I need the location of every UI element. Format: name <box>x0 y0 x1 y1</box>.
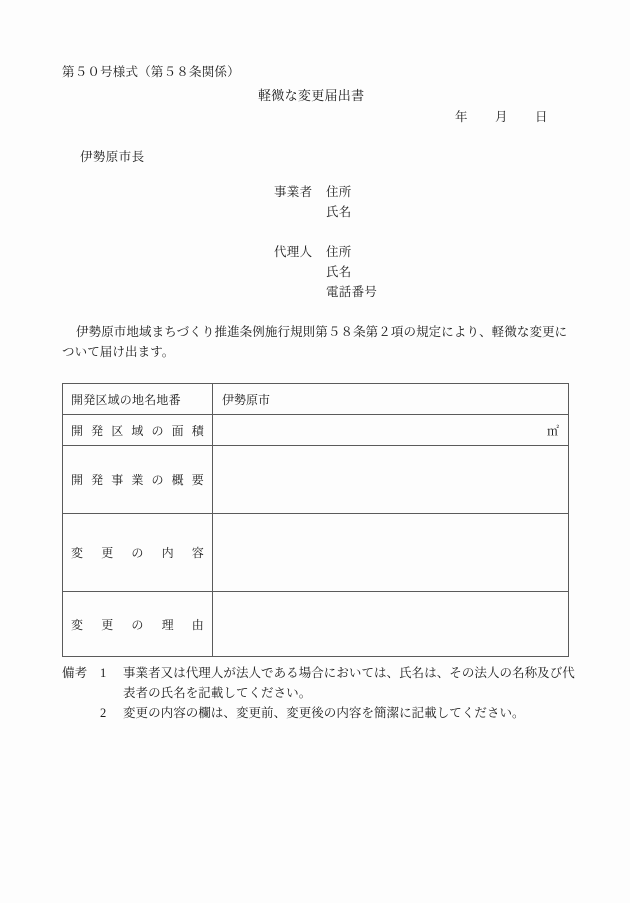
note-text: 事業者又は代理人が法人である場合においては、氏名は、その法人の名称及び代表者の氏名を記載してください。 <box>123 666 575 700</box>
row-value-text: 伊勢原市 <box>222 392 271 407</box>
table-row <box>63 384 569 415</box>
row-label-text: 変更の内容 <box>71 546 204 560</box>
party-field-address: 住所 <box>326 245 352 259</box>
table-row <box>63 592 569 657</box>
statement-line-1: 伊勢原市地域まちづくり推進条例施行規則第５８条第２項の規定により、軽微な変更に <box>76 325 568 339</box>
row-label-text: 開発区域の面積 <box>71 423 204 438</box>
row-label-cell <box>63 415 213 446</box>
notes-section <box>62 664 577 723</box>
date-line <box>455 107 548 125</box>
notes-block <box>62 664 577 723</box>
row-label-cell <box>63 514 213 592</box>
notes-list <box>100 664 577 723</box>
row-label-cell <box>63 384 213 415</box>
row-value-cell[interactable] <box>213 592 569 657</box>
row-value-cell[interactable] <box>213 446 569 514</box>
party-field-address: 住所 <box>326 185 352 199</box>
note-number: 2 <box>100 705 107 720</box>
date-day-label: 日 <box>535 110 548 124</box>
row-label-cell <box>63 592 213 657</box>
table-row <box>63 446 569 514</box>
note-item <box>100 664 577 704</box>
row-label-text: 開発事業の概要 <box>71 473 204 487</box>
party-field-phone: 電話番号 <box>326 285 378 299</box>
row-value-cell[interactable] <box>213 384 569 415</box>
statement-line-2: ついて届け出ます。 <box>62 345 175 360</box>
date-month-label: 月 <box>495 110 508 124</box>
note-number: 1 <box>100 666 107 680</box>
row-label-text: 開発区域の地名地番 <box>71 392 181 407</box>
note-text: 変更の内容の欄は、変更前、変更後の内容を簡潔に記載してください。 <box>123 705 525 720</box>
party-field-name: 氏名 <box>326 205 352 219</box>
form-table <box>62 383 569 657</box>
area-unit-label: ㎡ <box>546 424 559 438</box>
party-row <box>274 262 377 282</box>
row-value-cell[interactable] <box>213 415 569 446</box>
party-row <box>274 282 377 302</box>
table-row <box>63 514 569 592</box>
notes-label: 備考 <box>62 666 88 680</box>
party-block-operator <box>274 182 352 222</box>
party-block-agent <box>274 242 377 302</box>
row-label-cell <box>63 446 213 514</box>
party-role-label: 事業者 <box>274 185 313 199</box>
party-field-name: 氏名 <box>326 265 352 279</box>
row-value-cell[interactable] <box>213 514 569 592</box>
form-number: 第５０号様式（第５８条関係） <box>62 65 240 79</box>
party-row <box>274 182 352 202</box>
table-row <box>63 415 569 446</box>
row-label-text: 変更の理由 <box>71 617 204 632</box>
party-row <box>274 242 377 262</box>
party-role-label: 代理人 <box>274 245 313 259</box>
addressee: 伊勢原市長 <box>80 150 145 164</box>
date-year-label: 年 <box>455 110 468 124</box>
document-title: 軽微な変更届出書 <box>258 88 365 103</box>
note-item <box>100 704 577 724</box>
party-row <box>274 202 352 222</box>
statement-paragraph <box>62 322 570 363</box>
